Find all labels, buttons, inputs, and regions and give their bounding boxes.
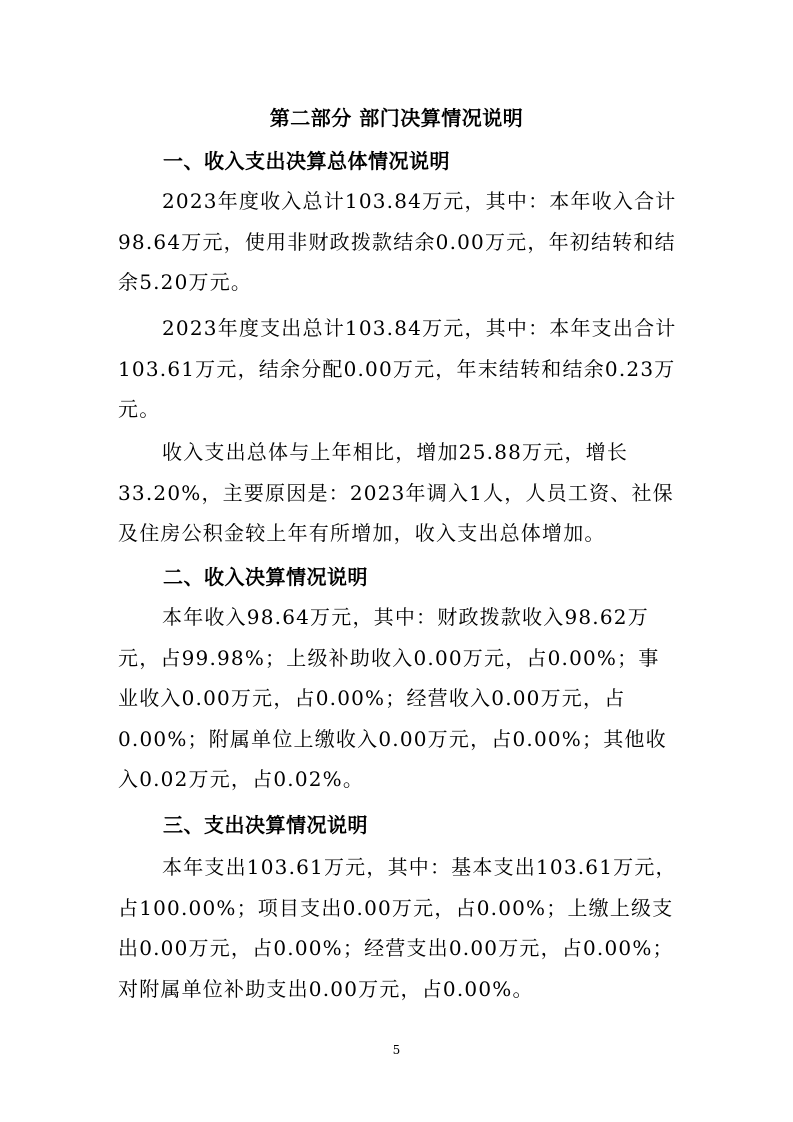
paragraph-year-comparison: 收入支出总体与上年相比，增加25.88万元，增长33.20%，主要原因是：2023年调入1人，人员工资、社保及住房公积金较上年有所增加，收入支出总体增加。	[118, 440, 674, 545]
paragraph-income-details: 本年收入98.64万元，其中：财政拨款收入98.62万元，占99.98%；上级补助收入0.00万元，占0.00%；事业收入0.00万元，占0.00%；经营收入0.00万元，占0.00%；附属单位上缴收入0.00万元，占0.00%；其他收入0.02万元，占0.02%。	[118, 605, 667, 791]
section-heading-3: 三、支出决算情况说明	[163, 813, 368, 837]
paragraph-expenditure-details: 本年支出103.61万元，其中：基本支出103.61万元，占100.00%；项目支出0.00万元，占0.00%；上缴上级支出0.00万元，占0.00%；经营支出0.00万元，占0.00%；对附属单位补助支出0.00万元，占0.00%。	[118, 855, 677, 1001]
section-heading-2: 二、收入决算情况说明	[163, 565, 368, 589]
page-title: 第二部分 部门决算情况说明	[269, 106, 524, 130]
paragraph-total-income: 2023年度收入总计103.84万元，其中：本年收入合计98.64万元，使用非财政拨款结余0.00万元，年初结转和结余5.20万元。	[118, 189, 677, 294]
page-number: 5	[392, 1043, 401, 1057]
section-heading-1: 一、收入支出决算总体情况说明	[163, 149, 450, 173]
paragraph-total-expenditure: 2023年度支出总计103.84万元，其中：本年支出合计103.61万元，结余分配0.00万元，年末结转和结余0.23万元。	[118, 316, 677, 421]
